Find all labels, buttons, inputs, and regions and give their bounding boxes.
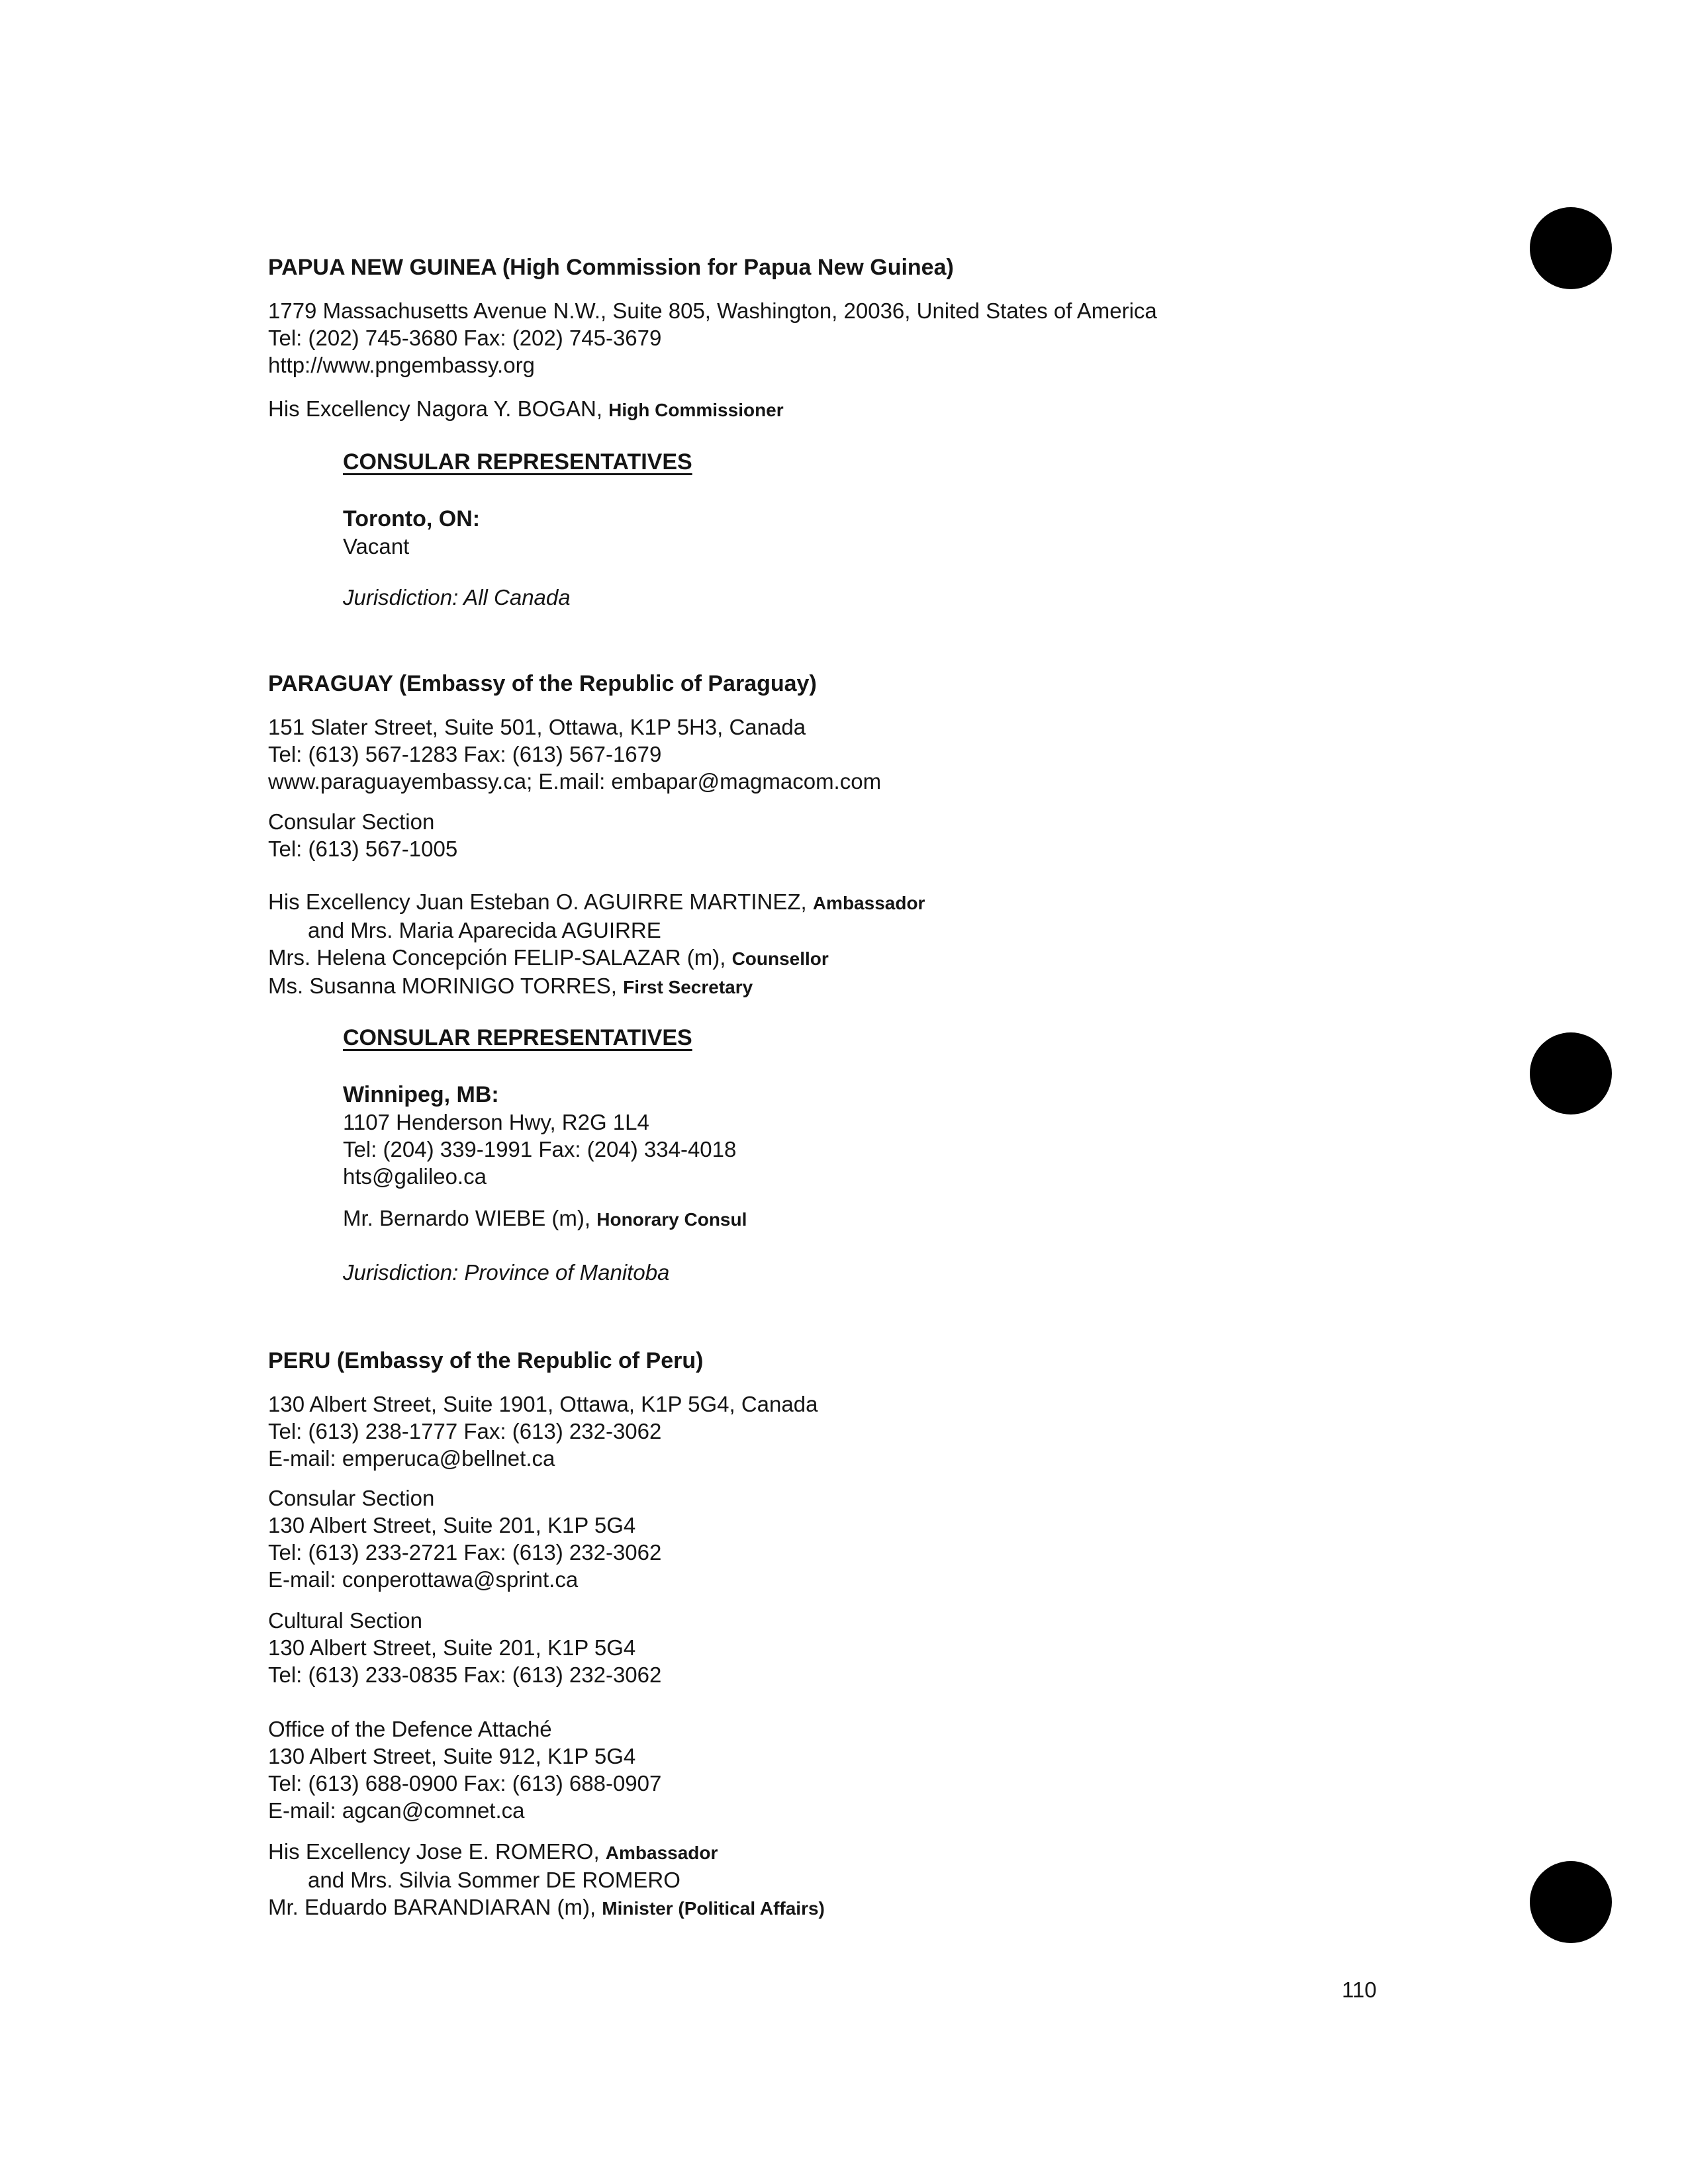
peru-cultural-address: 130 Albert Street, Suite 201, K1P 5G4: [268, 1635, 636, 1660]
peru-email[interactable]: E-mail: emperuca@bellnet.ca: [268, 1446, 555, 1471]
peru-cultural-label: Cultural Section: [268, 1608, 422, 1633]
staff-line: [268, 1838, 825, 1866]
paraguay-address: 151 Slater Street, Suite 501, Ottawa, K1P 5H3, Canada: [268, 715, 806, 739]
peru-defence-address: 130 Albert Street, Suite 912, K1P 5G4: [268, 1744, 636, 1768]
staff-title: First Secretary: [623, 977, 753, 997]
punch-hole-bottom: [1530, 1861, 1612, 1943]
consul-name: Mr. Bernardo WIEBE (m),: [343, 1206, 597, 1230]
punch-hole-middle: [1530, 1032, 1612, 1115]
paraguay-consular-label: Consular Section: [268, 809, 435, 834]
png-consular-heading: CONSULAR REPRESENTATIVES: [343, 449, 692, 475]
paraguay-consular-heading: CONSULAR REPRESENTATIVES: [343, 1025, 692, 1050]
peru-heading: PERU (Embassy of the Republic of Peru): [268, 1348, 704, 1373]
png-heading: PAPUA NEW GUINEA (High Commission for Papua New Guinea): [268, 255, 954, 280]
paraguay-consul: [343, 1205, 747, 1233]
peru-tel: Tel: (613) 238-1777 Fax: (613) 232-3062: [268, 1419, 662, 1443]
png-head-name: His Excellency Nagora Y. BOGAN,: [268, 396, 609, 421]
png-section: [268, 254, 954, 281]
paraguay-city-address: 1107 Henderson Hwy, R2G 1L4: [343, 1110, 649, 1134]
peru-consular-tel: Tel: (613) 233-2721 Fax: (613) 232-3062: [268, 1540, 662, 1565]
paraguay-staff: [268, 888, 925, 1001]
staff-name: His Excellency Juan Esteban O. AGUIRRE MARTINEZ,: [268, 889, 813, 914]
paraguay-winnipeg: [343, 1081, 736, 1190]
png-status: Vacant: [343, 534, 410, 559]
paraguay-city-email[interactable]: hts@galileo.ca: [343, 1164, 487, 1189]
paraguay-jurisdiction-block: [343, 1259, 669, 1286]
peru-address: 130 Albert Street, Suite 1901, Ottawa, K1P 5G4, Canada: [268, 1392, 818, 1416]
paraguay-jurisdiction: Jurisdiction: Province of Manitoba: [343, 1260, 670, 1285]
staff-name: Mr. Eduardo BARANDIARAN (m),: [268, 1895, 602, 1919]
paraguay-consular-section: [268, 808, 457, 862]
peru-consular-label: Consular Section: [268, 1486, 435, 1510]
staff-line: [268, 944, 925, 972]
peru-defence-section: [268, 1715, 661, 1824]
staff-title: Counsellor: [731, 948, 829, 969]
staff-name: Mrs. Helena Concepción FELIP-SALAZAR (m),: [268, 945, 732, 970]
paraguay-consular-tel: Tel: (613) 567-1005: [268, 837, 458, 861]
paraguay-web[interactable]: www.paraguayembassy.ca; E.mail: embapar@magmacom.com: [268, 769, 882, 794]
consul-title: Honorary Consul: [596, 1209, 747, 1230]
staff-title: Ambassador: [812, 893, 925, 913]
staff-name: and Mrs. Silvia Sommer DE ROMERO: [308, 1868, 680, 1892]
peru-defence-email[interactable]: E-mail: agcan@comnet.ca: [268, 1798, 525, 1823]
png-head-title: High Commissioner: [608, 400, 784, 420]
staff-line: [268, 917, 925, 944]
png-jurisdiction-block: [343, 584, 571, 611]
paraguay-tel: Tel: (613) 567-1283 Fax: (613) 567-1679: [268, 742, 662, 766]
peru-staff: [268, 1838, 825, 1922]
peru-consular-section: [268, 1484, 661, 1593]
peru-consular-email[interactable]: E-mail: conperottawa@sprint.ca: [268, 1567, 579, 1592]
punch-hole-top: [1530, 207, 1612, 289]
staff-title: Ambassador: [605, 1843, 718, 1863]
paraguay-contact: [268, 713, 881, 795]
png-city: Toronto, ON:: [343, 506, 481, 531]
peru-defence-label: Office of the Defence Attaché: [268, 1717, 552, 1741]
staff-title: Minister (Political Affairs): [602, 1898, 825, 1919]
png-tel: Tel: (202) 745-3680 Fax: (202) 745-3679: [268, 326, 662, 350]
paraguay-city: Winnipeg, MB:: [343, 1082, 499, 1107]
staff-line: [268, 888, 925, 917]
paraguay-heading: PARAGUAY (Embassy of the Republic of Paraguay): [268, 671, 817, 696]
staff-line: [268, 1893, 825, 1922]
png-jurisdiction: Jurisdiction: All Canada: [343, 585, 571, 610]
staff-name: Ms. Susanna MORINIGO TORRES,: [268, 974, 624, 998]
paraguay-city-tel: Tel: (204) 339-1991 Fax: (204) 334-4018: [343, 1137, 737, 1161]
png-toronto: [343, 506, 480, 560]
png-head: [268, 395, 784, 424]
staff-name: His Excellency Jose E. ROMERO,: [268, 1839, 606, 1864]
png-contact: [268, 297, 1157, 379]
peru-defence-tel: Tel: (613) 688-0900 Fax: (613) 688-0907: [268, 1771, 662, 1796]
png-address: 1779 Massachusetts Avenue N.W., Suite 805, Washington, 20036, United States of America: [268, 298, 1157, 323]
peru-cultural-tel: Tel: (613) 233-0835 Fax: (613) 232-3062: [268, 1662, 662, 1687]
paraguay-consular: [343, 1024, 692, 1052]
peru-consular-address: 130 Albert Street, Suite 201, K1P 5G4: [268, 1513, 636, 1537]
paraguay-section: [268, 670, 817, 698]
png-consular: [343, 449, 692, 476]
png-web[interactable]: http://www.pngembassy.org: [268, 353, 535, 377]
peru-section: [268, 1347, 703, 1375]
peru-contact: [268, 1390, 818, 1472]
peru-cultural-section: [268, 1607, 661, 1688]
staff-line: [268, 972, 925, 1001]
staff-line: [268, 1866, 825, 1893]
page-number: 110: [1342, 1978, 1377, 2002]
staff-name: and Mrs. Maria Aparecida AGUIRRE: [308, 918, 661, 942]
